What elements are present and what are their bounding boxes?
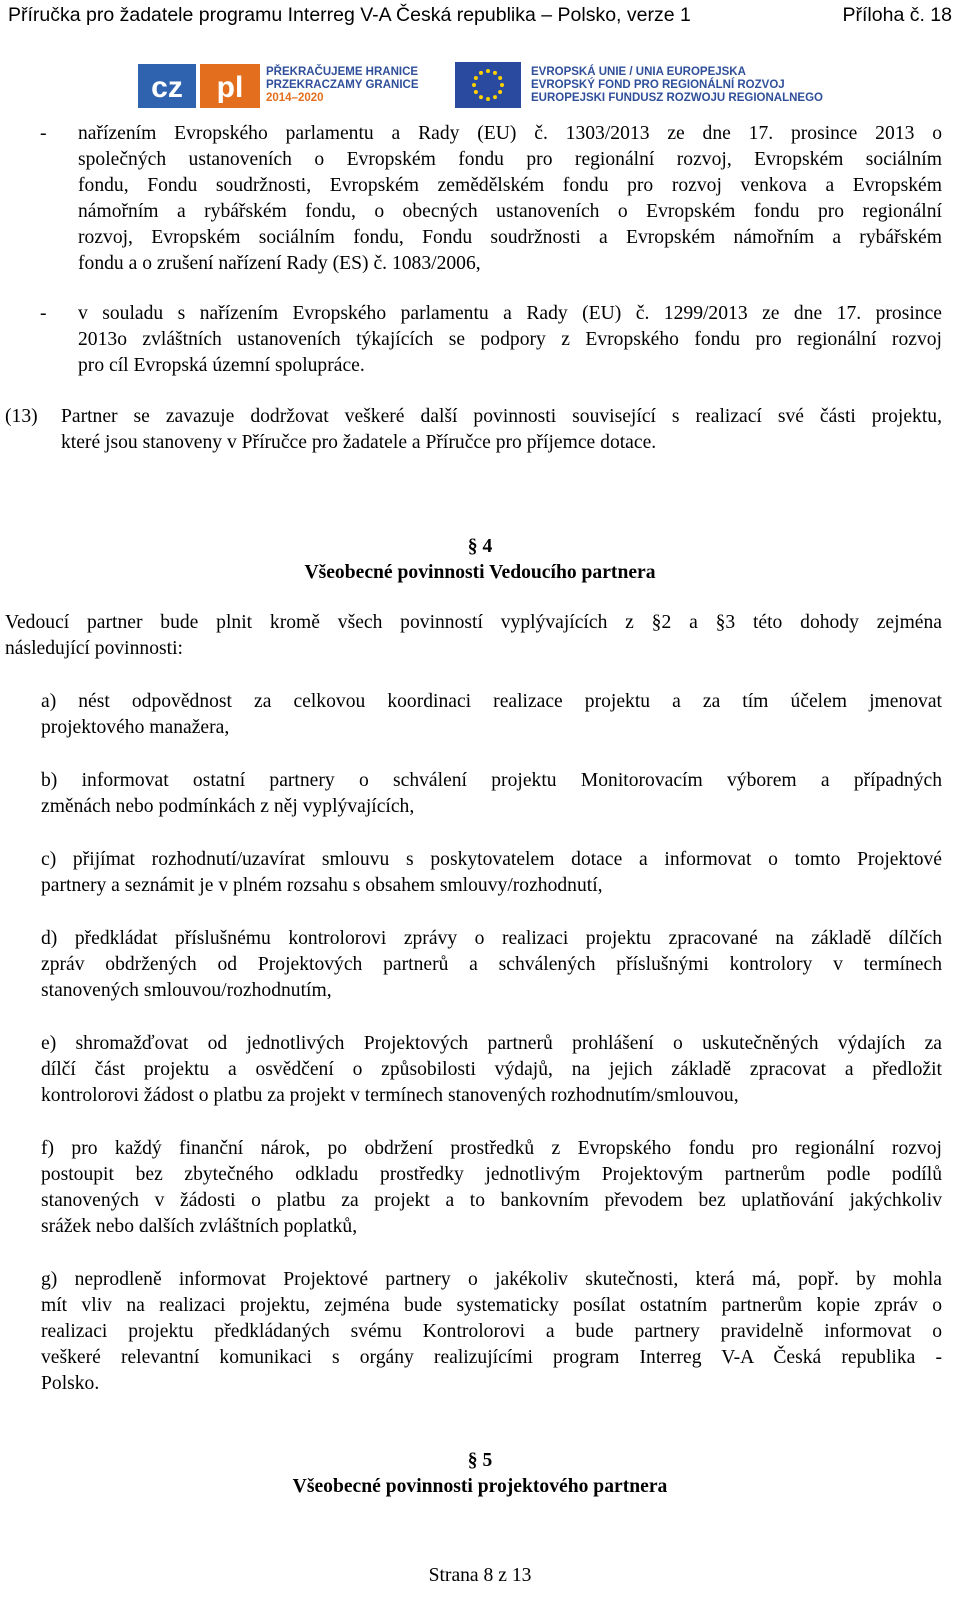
running-header	[8, 4, 952, 28]
list-item-c	[41, 847, 942, 899]
svg-text:pl: pl	[216, 71, 244, 104]
text-line: zpráv obdržených od Projektových partnerů a schválených příslušnými kontrolory v termínech	[41, 954, 942, 975]
text-line: projektového manažera,	[41, 717, 230, 738]
eu-star-icon	[486, 69, 490, 73]
svg-text:cz: cz	[151, 71, 183, 104]
eu-star-icon	[474, 76, 478, 80]
eu-star-icon	[493, 71, 497, 75]
text-line: realizaci projektu předkládaných svému Kontrolorovi a bude partnery pravidelně informovat o	[41, 1321, 942, 1342]
text-line: mít vliv na realizaci projektu, zejména bude systematicky posílat ostatním partnerům kopie zpráv o	[41, 1295, 942, 1316]
text-line: kontrolorovi žádost o platbu za projekt v termínech stanovených rozhodnutím/smlouvou,	[41, 1085, 739, 1106]
eu-caption-line-2: EVROPSKÝ FOND PRO REGIONÁLNÍ ROZVOJ	[531, 79, 785, 91]
text-line: následující povinnosti:	[5, 638, 183, 659]
eu-star-icon	[498, 90, 502, 94]
eu-star-icon	[472, 83, 476, 87]
czpl-slogan-pl: PRZEKRACZAMY GRANICE	[266, 79, 419, 91]
text-line: Partner se zavazuje dodržovat veškeré další povinnosti související s realizací své části projektu,	[61, 406, 942, 427]
bullet-regulation-1303	[78, 121, 942, 277]
text-line: fondu, Fondu soudržnosti, Evropském zemědělském fondu pro rozvoj venkova a Evropském	[78, 175, 942, 196]
czpl-slogan-cz: PŘEKRAČUJEME HRANICE	[266, 66, 419, 78]
text-line: v souladu s nařízením Evropského parlamentu a Rady (EU) č. 1299/2013 ze dne 17. prosince	[78, 303, 942, 324]
text-line: b) informovat ostatní partnery o schválení projektu Monitorovacím výborem a případných	[41, 770, 942, 791]
text-line: e) shromažďovat od jednotlivých Projektových partnerů prohlášení o uskutečněných výdajích za	[41, 1033, 942, 1054]
eu-star-icon	[486, 97, 490, 101]
eu-star-icon	[479, 95, 483, 99]
header-annex-number: Příloha č. 18	[842, 4, 952, 26]
czpl-years: 2014–2020	[266, 92, 324, 104]
section-4-intro	[5, 610, 942, 662]
text-line: nařízením Evropského parlamentu a Rady (EU) č. 1303/2013 ze dne 17. prosince 2013 o	[78, 123, 942, 144]
eu-caption-line-3: EUROPEJSKI FUNDUSZ ROZWOJU REGIONALNEGO	[531, 92, 823, 104]
section-4-title: Všeobecné povinnosti Vedoucího partnera	[304, 562, 656, 583]
eu-star-icon	[500, 83, 504, 87]
text-line: c) přijímat rozhodnutí/uzavírat smlouvu s poskytovatelem dotace a informovat o tomto Projektové	[41, 849, 942, 870]
clause-13-text	[61, 404, 942, 456]
czpl-slogan	[266, 66, 419, 105]
list-item-e	[41, 1031, 942, 1109]
text-line: 2013o zvláštních ustanoveních týkajících se podpory z Evropského fondu pro regionální rozvoj	[78, 329, 942, 350]
text-line: námořním a rybářském fondu, o obecných ustanoveních o Evropském fondu pro regionální	[78, 201, 942, 222]
page-number: Strana 8 z 13	[428, 1565, 532, 1586]
section-5-title: Všeobecné povinnosti projektového partnera	[292, 1476, 668, 1497]
text-line: veškeré relevantní komunikaci s orgány realizujícími program Interreg V-A Česká republika -	[41, 1347, 942, 1368]
text-line: f) pro každý finanční nárok, po obdržení prostředků z Evropského fondu pro regionální rozvoj	[41, 1138, 942, 1159]
text-line: stanovených v žádosti o platbu za projekt a to bankovním převodem bez uplatňování jakýchkoliv	[41, 1190, 942, 1211]
logo-band	[138, 62, 828, 112]
list-item-b	[41, 768, 942, 820]
text-line: Polsko.	[41, 1373, 100, 1394]
text-line: Vedoucí partner bude plnit kromě všech povinností vyplývajících z §2 a §3 této dohody zejména	[5, 612, 942, 633]
czpl-logo-icon	[138, 64, 260, 108]
list-item-g	[41, 1267, 942, 1397]
text-line: partnery a seznámit je v plném rozsahu s obsahem smlouvy/rozhodnutí,	[41, 875, 603, 896]
eu-star-icon	[479, 71, 483, 75]
bullet-regulation-1299	[78, 301, 942, 379]
text-line: d) předkládat příslušnému kontrolorovi zprávy o realizaci projektu zpracované na základě dílčích	[41, 928, 942, 949]
text-line: fondu a o zrušení nařízení Rady (ES) č. 1083/2006,	[78, 253, 481, 274]
text-line: změnách nebo podmínkách z něj vyplývajících,	[41, 796, 415, 817]
text-line: společných ustanoveních o Evropském fondu pro regionální rozvoj, Evropském sociálním	[78, 149, 942, 170]
eu-star-icon	[498, 76, 502, 80]
text-line: které jsou stanoveny v Příručce pro žadatele a Příručce pro příjemce dotace.	[61, 432, 657, 453]
bullet-marker: -	[40, 123, 47, 144]
eu-caption-line-1: EVROPSKÁ UNIE / UNIA EUROPEJSKA	[531, 66, 746, 78]
text-line: postoupit bez zbytečného odkladu prostředky jednotlivým Projektovým partnerům podle podílů	[41, 1164, 942, 1185]
text-line: a) nést odpovědnost za celkovou koordinaci realizace projektu a za tím účelem jmenovat	[41, 691, 942, 712]
text-line: srážek nebo dalších zvláštních poplatků,	[41, 1216, 358, 1237]
section-5-number: § 5	[467, 1450, 493, 1471]
eu-fund-caption	[531, 66, 823, 105]
list-item-a	[41, 689, 942, 741]
list-item-d	[41, 926, 942, 1004]
eu-star-icon	[474, 90, 478, 94]
section-4-number: § 4	[467, 536, 493, 557]
eu-flag-icon	[455, 62, 521, 108]
text-line: g) neprodleně informovat Projektové partnery o jakékoliv skutečnosti, která má, popř. by mohla	[41, 1269, 942, 1290]
text-line: dílčí část projektu a osvědčení o způsobilosti výdajů, na jejich základě zpracovat a předložit	[41, 1059, 942, 1080]
list-item-f	[41, 1136, 942, 1240]
text-line: stanovených smlouvou/rozhodnutím,	[41, 980, 332, 1001]
clause-13-number: (13)	[5, 406, 38, 427]
header-title: Příručka pro žadatele programu Interreg V-A Česká republika – Polsko, verze 1	[8, 4, 691, 26]
text-line: pro cíl Evropská územní spolupráce.	[78, 355, 365, 376]
eu-star-icon	[493, 95, 497, 99]
text-line: rozvoj, Evropském sociálním fondu, Fondu soudržnosti a Evropském námořním a rybářském	[78, 227, 942, 248]
bullet-marker: -	[40, 303, 47, 324]
